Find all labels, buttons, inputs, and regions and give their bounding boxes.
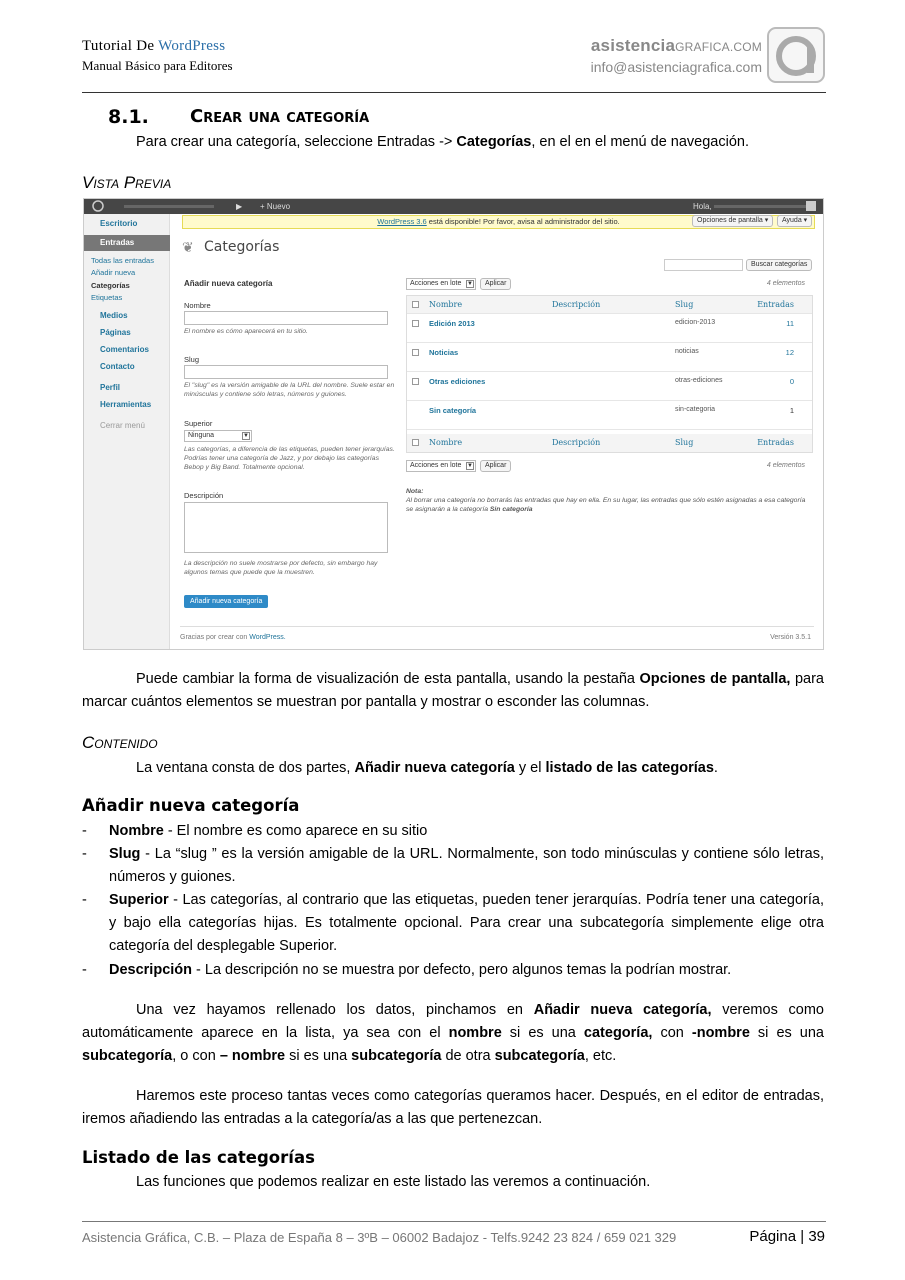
search-input[interactable] <box>664 259 743 271</box>
admin-version: Versión 3.5.1 <box>770 634 811 641</box>
avatar[interactable] <box>806 201 816 211</box>
desc-textarea[interactable] <box>184 502 388 553</box>
admin-sidebar <box>84 214 170 650</box>
row-name[interactable]: Sin categoría <box>429 406 477 415</box>
note-title: Nota: <box>406 488 424 495</box>
heading-anadir: Añadir nueva categoría <box>82 796 300 815</box>
wordpress-screenshot <box>83 198 824 650</box>
page-title: Categorías <box>204 239 280 255</box>
apply-button-bottom[interactable]: Aplicar <box>480 460 511 472</box>
slug-label: Slug <box>184 355 200 364</box>
chevron-down-icon: ▼ <box>467 281 473 287</box>
sidebar-collapse[interactable]: Cerrar menú <box>100 421 145 430</box>
search-button[interactable]: Buscar categorías <box>746 259 812 271</box>
row-checkbox[interactable] <box>412 378 419 385</box>
sidebar-sub-anadir[interactable]: Añadir nueva <box>91 268 136 277</box>
slug-input[interactable] <box>184 365 388 379</box>
items-count-bottom: 4 elementos <box>766 462 805 469</box>
blurred-site-name <box>124 205 214 208</box>
sidebar-sub-todas[interactable]: Todas las entradas <box>91 256 154 265</box>
brand-email[interactable]: info@asistenciagrafica.com <box>590 59 762 75</box>
table-footer <box>407 434 812 452</box>
note-block: Nota: Al borrar una categoría no borrarás las entradas que hay en ella. En su lugar, las entradas que sólo estén asignadas a esa categoría se asignarán a la categoría Sin categoría <box>406 488 806 513</box>
row-slug: sin-categoria <box>675 406 716 413</box>
sidebar-item-escritorio[interactable]: Escritorio <box>100 219 138 228</box>
items-count-top: 4 elementos <box>766 280 805 287</box>
sidebar-item-entradas[interactable]: Entradas <box>84 235 170 251</box>
sidebar-sub-categorias[interactable]: Categorías <box>91 281 130 290</box>
categories-table <box>406 295 813 453</box>
list-item: - Superior - Las categorías, al contrario que las etiquetas, pueden tener jerarquías. Podría tener una categoría, y bajo ella categorías hijas. Es totalmente opcional. Para crear una subcategoría simplemente elige otra categoría del desplegable Superior. <box>82 892 824 954</box>
admin-bar-new[interactable]: + Nuevo <box>260 202 291 211</box>
col-count[interactable]: Entradas <box>757 300 794 309</box>
row-count[interactable]: 11 <box>786 319 794 328</box>
blurred-username <box>714 205 809 208</box>
sidebar-sub-etiquetas[interactable]: Etiquetas <box>91 293 123 302</box>
parent-label: Superior <box>184 419 213 428</box>
sidebar-item-comentarios[interactable]: Comentarios <box>100 345 149 354</box>
table-header <box>407 296 812 314</box>
paragraph-screen-options: Puede cambiar la forma de visualización de esta pantalla, usando la pestaña Opciones de pantalla, para marcar cuántos elementos se muestran por pantalla y mostrar o esconder las columnas. <box>82 671 824 710</box>
section-intro: Para crear una categoría, seleccione Entradas -> Categorías, en el en el menú de navegación. <box>136 134 749 150</box>
section-heading <box>108 106 370 128</box>
update-notice: WordPress 3.6 está disponible! Por favor, avisa al administrador del sitio. <box>182 215 815 229</box>
help-button[interactable]: Ayuda ▾ <box>777 215 812 227</box>
list-item: - Descripción - La descripción no se muestra por defecto, pero algunos temas la podrían mostrar. <box>82 962 732 978</box>
section-title: Crear una categoría <box>190 106 370 127</box>
row-count: 1 <box>789 406 794 415</box>
row-checkbox[interactable] <box>412 320 419 327</box>
desc-hint: La descripción no suele mostrarse por defecto, sin embargo hay algunos temas que puede que la muestren. <box>184 560 378 576</box>
row-checkbox[interactable] <box>412 349 419 356</box>
admin-bar <box>84 199 824 214</box>
name-hint: El nombre es cómo aparecerá en tu sitio. <box>184 328 308 335</box>
col-description[interactable]: Descripción <box>552 438 601 447</box>
row-slug: otras-ediciones <box>675 377 723 384</box>
parent-hint: Las categorías, a diferencia de las etiquetas, pueden tener jerarquías. Podrías tener una categoría de Jazz, y por debajo las categorías Bebop y Big Band. Totalmente opcional. <box>184 446 395 471</box>
row-name[interactable]: Edición 2013 <box>429 319 475 328</box>
col-count[interactable]: Entradas <box>757 438 794 447</box>
brand-block <box>591 36 762 75</box>
chevron-down-icon: ▼ <box>467 463 473 469</box>
chevron-down-icon: ▼ <box>243 433 249 439</box>
paragraph-contenido: La ventana consta de dos partes, Añadir nueva categoría y el listado de las categorías. <box>136 760 718 776</box>
pin-icon: ❦ <box>182 239 194 255</box>
sidebar-item-perfil[interactable]: Perfil <box>100 383 121 392</box>
table-row <box>407 343 812 372</box>
header-subtitle: Manual Básico para Editores <box>82 58 233 73</box>
add-category-button[interactable]: Añadir nueva categoría <box>184 595 268 608</box>
select-all-checkbox[interactable] <box>412 439 419 446</box>
list-item: - Nombre - El nombre es como aparece en su sitio <box>82 823 428 839</box>
apply-button-top[interactable]: Aplicar <box>480 278 511 290</box>
note-text: Al borrar una categoría no borrarás las entradas que hay en ella. En su lugar, las entradas que sólo estén asignadas a esa categoría se asignarán a la categoría <box>406 497 806 513</box>
contenido-heading: Contenido <box>82 733 158 752</box>
slug-hint: El "slug" es la versión amigable de la URL del nombre. Suele estar en minúsculas y contiene sólo letras, números y guiones. <box>184 382 395 398</box>
col-name[interactable]: Nombre <box>429 300 463 309</box>
select-all-checkbox[interactable] <box>412 301 419 308</box>
sidebar-item-herramientas[interactable]: Herramientas <box>100 400 152 409</box>
footer-divider <box>180 626 814 627</box>
update-link[interactable]: WordPress 3.6 <box>377 217 427 226</box>
row-name[interactable]: Otras ediciones <box>429 377 486 386</box>
name-input[interactable] <box>184 311 388 325</box>
footer-address: Asistencia Gráfica, C.B. – Plaza de España 8 – 3ºB – 06002 Badajoz - Telfs.9242 23 824 / 659 021 329 <box>82 1230 677 1245</box>
col-slug[interactable]: Slug <box>675 300 694 309</box>
desc-label: Descripción <box>184 491 224 500</box>
heading-listado: Listado de las categorías <box>82 1148 315 1167</box>
col-description[interactable]: Descripción <box>552 300 601 309</box>
paragraph-repeat: Haremos este proceso tantas veces como categorías queramos hacer. Después, en el editor de entradas, iremos añadiendo las entradas a la categoría/as a las que pertenezcan. <box>82 1088 824 1127</box>
admin-footer-thanks: Gracias por crear con WordPress. <box>180 634 286 641</box>
table-row <box>407 401 812 430</box>
wordpress-word: WordPress <box>158 38 226 54</box>
page-number: Página | 39 <box>749 1228 825 1245</box>
row-count[interactable]: 0 <box>789 377 794 386</box>
admin-bar-hola: Hola, <box>693 202 712 211</box>
brand-logo-icon <box>767 27 825 83</box>
sidebar-item-paginas[interactable]: Páginas <box>100 328 131 337</box>
table-row <box>407 372 812 401</box>
sidebar-item-contacto[interactable]: Contacto <box>100 362 135 371</box>
brand-domain: GRAFICA.COM <box>675 40 762 54</box>
header-title: Tutorial De WordPress <box>82 38 226 54</box>
footer-wordpress-link[interactable]: WordPress. <box>249 634 286 641</box>
paragraph-listado: Las funciones que podemos realizar en este listado las veremos a continuación. <box>136 1174 651 1190</box>
footer-rule <box>82 1221 826 1222</box>
row-count[interactable]: 12 <box>785 348 794 357</box>
comments-icon: ▶ <box>236 202 243 211</box>
name-label: Nombre <box>184 301 211 310</box>
col-slug[interactable]: Slug <box>675 438 694 447</box>
form-title: Añadir nueva categoría <box>184 279 273 288</box>
brand-name: asistencia <box>590 36 676 55</box>
row-slug: noticias <box>675 348 699 355</box>
col-name[interactable]: Nombre <box>429 438 463 447</box>
screen-options-button[interactable]: Opciones de pantalla ▾ <box>692 215 773 227</box>
vista-previa-heading: Vista Previa <box>82 173 172 192</box>
row-name[interactable]: Noticias <box>429 348 459 357</box>
section-number: 8.1. <box>108 106 149 128</box>
row-slug: edicion-2013 <box>675 319 716 326</box>
bulk-actions-select-bottom[interactable]: Acciones en lote ▼ <box>406 460 476 472</box>
wordpress-logo-icon <box>92 200 104 214</box>
list-item: - Slug - La “slug ” es la versión amigable de la URL. Normalmente, son todo minúsculas y contiene sólo letras, números y guiones. <box>82 846 824 885</box>
paragraph-once-filled: Una vez hayamos rellenado los datos, pinchamos en Añadir nueva categoría, veremos como automáticamente aparece en la lista, ya sea con el nombre si es una categoría, con -nombre si es una subcategoría, o con – nombre si es una subcategoría de otra subcategoría, etc. <box>82 1002 824 1064</box>
header-rule <box>82 92 826 93</box>
sidebar-item-medios[interactable]: Medios <box>100 311 128 320</box>
table-row <box>407 314 812 343</box>
parent-select[interactable]: Ninguna ▼ <box>184 430 252 442</box>
bulk-actions-select-top[interactable]: Acciones en lote ▼ <box>406 278 476 290</box>
